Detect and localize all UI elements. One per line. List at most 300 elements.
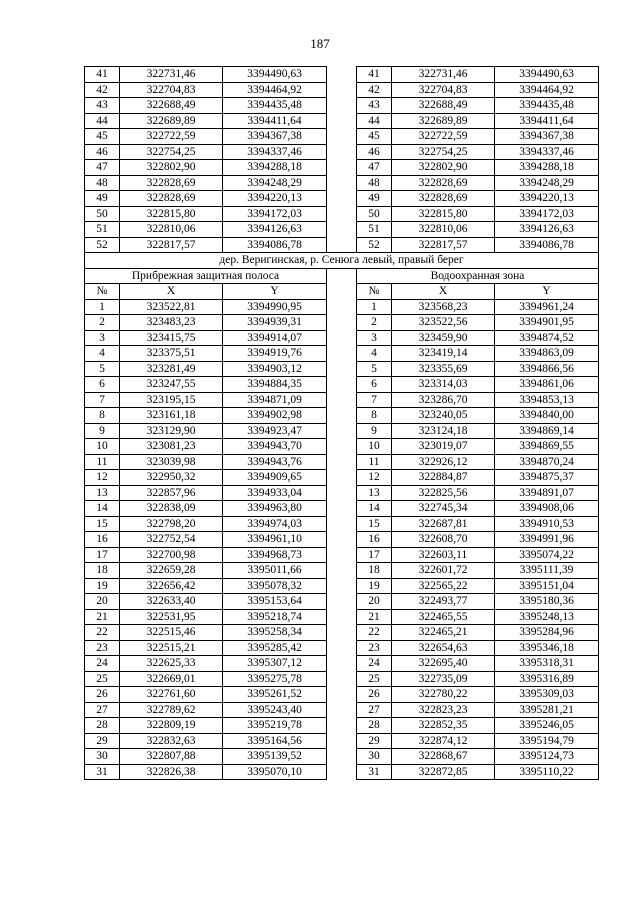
table-row — [85, 82, 599, 98]
cell-y-right: 3394464,92 — [495, 82, 599, 98]
cell-y-left: 3394968,73 — [223, 547, 327, 563]
cell-number-left: 12 — [85, 470, 120, 486]
table-row — [85, 454, 599, 470]
cell-x-left: 323247,55 — [120, 377, 223, 393]
cell-x-left: 322761,60 — [120, 687, 223, 703]
cell-y-right: 3395248,13 — [495, 609, 599, 625]
cell-y-right: 3394910,53 — [495, 516, 599, 532]
table-row — [85, 656, 599, 672]
column-gap — [327, 67, 357, 83]
cell-number-left: 29 — [85, 733, 120, 749]
cell-x-left: 322826,38 — [120, 764, 223, 780]
cell-number-left: 46 — [85, 144, 120, 160]
cell-number-right: 44 — [357, 113, 392, 129]
cell-y-right: 3395194,79 — [495, 733, 599, 749]
table-row — [85, 144, 599, 160]
column-gap — [327, 671, 357, 687]
table-row — [85, 191, 599, 207]
cell-number-left: 52 — [85, 237, 120, 253]
cell-x-right: 322780,22 — [392, 687, 495, 703]
column-gap — [327, 392, 357, 408]
cell-x-left: 322789,62 — [120, 702, 223, 718]
cell-y-left: 3395070,10 — [223, 764, 327, 780]
cell-y-left: 3395078,32 — [223, 578, 327, 594]
cell-number-right: 47 — [357, 160, 392, 176]
cell-x-left: 323129,90 — [120, 423, 223, 439]
column-gap — [327, 361, 357, 377]
cell-x-left: 323415,75 — [120, 330, 223, 346]
column-gap — [327, 640, 357, 656]
cell-number-right: 5 — [357, 361, 392, 377]
table-row — [85, 718, 599, 734]
cell-x-right: 322754,25 — [392, 144, 495, 160]
table-row — [85, 175, 599, 191]
cell-y-right: 3394908,06 — [495, 501, 599, 517]
table-row — [85, 578, 599, 594]
table-row — [85, 315, 599, 331]
cell-x-right: 322493,77 — [392, 594, 495, 610]
cell-number-left: 20 — [85, 594, 120, 610]
column-gap — [327, 687, 357, 703]
column-gap — [327, 625, 357, 641]
cell-x-left: 322656,42 — [120, 578, 223, 594]
cell-y-right: 3395180,36 — [495, 594, 599, 610]
cell-number-left: 19 — [85, 578, 120, 594]
cell-y-left: 3394974,03 — [223, 516, 327, 532]
cell-x-left: 322828,69 — [120, 175, 223, 191]
cell-y-left: 3394172,03 — [223, 206, 327, 222]
cell-x-right: 322802,90 — [392, 160, 495, 176]
cell-number-right: 15 — [357, 516, 392, 532]
cell-y-left: 3394943,76 — [223, 454, 327, 470]
column-gap — [327, 532, 357, 548]
cell-y-left: 3394288,18 — [223, 160, 327, 176]
table-row — [85, 594, 599, 610]
page-number: 187 — [310, 36, 330, 51]
cell-number-right: 48 — [357, 175, 392, 191]
cell-y-left: 3395153,64 — [223, 594, 327, 610]
cell-y-left: 3395139,52 — [223, 749, 327, 765]
cell-number-left: 3 — [85, 330, 120, 346]
top-rows — [85, 67, 599, 253]
cell-y-left: 3395219,78 — [223, 718, 327, 734]
column-gap — [327, 470, 357, 486]
cell-x-left: 322798,20 — [120, 516, 223, 532]
cell-y-left: 3394126,63 — [223, 222, 327, 238]
cell-number-right: 52 — [357, 237, 392, 253]
cell-x-left: 323161,18 — [120, 408, 223, 424]
cell-number-left: 10 — [85, 439, 120, 455]
table-row — [85, 532, 599, 548]
cell-number-right: 45 — [357, 129, 392, 145]
cell-number-right: 46 — [357, 144, 392, 160]
cell-x-right: 322601,72 — [392, 563, 495, 579]
header-y-left: Y — [223, 284, 327, 300]
cell-x-left: 322809,19 — [120, 718, 223, 734]
table-row — [85, 129, 599, 145]
table-row — [85, 299, 599, 315]
cell-x-right: 322465,55 — [392, 609, 495, 625]
cell-number-left: 21 — [85, 609, 120, 625]
column-gap — [327, 594, 357, 610]
cell-y-left: 3394248,29 — [223, 175, 327, 191]
cell-y-left: 3394490,63 — [223, 67, 327, 83]
cell-x-right: 323314,03 — [392, 377, 495, 393]
cell-number-right: 22 — [357, 625, 392, 641]
cell-number-left: 7 — [85, 392, 120, 408]
cell-x-right: 323522,56 — [392, 315, 495, 331]
column-gap — [327, 764, 357, 780]
cell-number-left: 6 — [85, 377, 120, 393]
cell-y-right: 3395281,21 — [495, 702, 599, 718]
cell-y-left: 3394903,12 — [223, 361, 327, 377]
cell-number-right: 19 — [357, 578, 392, 594]
cell-number-right: 6 — [357, 377, 392, 393]
column-gap — [327, 160, 357, 176]
cell-x-left: 322838,09 — [120, 501, 223, 517]
cell-y-right: 3395124,73 — [495, 749, 599, 765]
column-gap — [327, 237, 357, 253]
cell-x-right: 322565,22 — [392, 578, 495, 594]
header-y-right: Y — [495, 284, 599, 300]
cell-number-left: 30 — [85, 749, 120, 765]
cell-x-left: 322700,98 — [120, 547, 223, 563]
cell-number-right: 10 — [357, 439, 392, 455]
cell-number-right: 1 — [357, 299, 392, 315]
cell-x-left: 322633,40 — [120, 594, 223, 610]
cell-number-left: 9 — [85, 423, 120, 439]
cell-number-right: 9 — [357, 423, 392, 439]
cell-x-right: 322852,35 — [392, 718, 495, 734]
cell-number-left: 43 — [85, 98, 120, 114]
header-number-left: № — [85, 284, 120, 300]
column-gap — [327, 485, 357, 501]
cell-x-right: 323019,07 — [392, 439, 495, 455]
cell-x-right: 322926,12 — [392, 454, 495, 470]
cell-x-left: 322625,33 — [120, 656, 223, 672]
cell-number-right: 17 — [357, 547, 392, 563]
cell-y-left: 3394367,38 — [223, 129, 327, 145]
column-gap — [327, 377, 357, 393]
table-row — [85, 346, 599, 362]
table-row — [85, 749, 599, 765]
cell-number-left: 49 — [85, 191, 120, 207]
cell-x-left: 322731,46 — [120, 67, 223, 83]
table-row — [85, 671, 599, 687]
cell-number-left: 45 — [85, 129, 120, 145]
cell-y-right: 3394874,52 — [495, 330, 599, 346]
cell-number-right: 2 — [357, 315, 392, 331]
cell-y-right: 3395346,18 — [495, 640, 599, 656]
cell-y-left: 3394411,64 — [223, 113, 327, 129]
cell-x-left: 322688,49 — [120, 98, 223, 114]
cell-y-right: 3394961,24 — [495, 299, 599, 315]
cell-y-left: 3394961,10 — [223, 532, 327, 548]
cell-number-right: 3 — [357, 330, 392, 346]
table-row — [85, 361, 599, 377]
cell-y-left: 3394871,09 — [223, 392, 327, 408]
table-row — [85, 764, 599, 780]
cell-y-left: 3394943,70 — [223, 439, 327, 455]
cell-number-right: 7 — [357, 392, 392, 408]
cell-number-right: 16 — [357, 532, 392, 548]
cell-y-left: 3394435,48 — [223, 98, 327, 114]
cell-number-left: 24 — [85, 656, 120, 672]
cell-x-right: 322828,69 — [392, 175, 495, 191]
cell-y-right: 3394863,09 — [495, 346, 599, 362]
cell-number-right: 50 — [357, 206, 392, 222]
cell-number-right: 24 — [357, 656, 392, 672]
cell-y-left: 3394939,31 — [223, 315, 327, 331]
header-row — [85, 284, 599, 300]
bottom-rows — [85, 299, 599, 780]
cell-number-left: 18 — [85, 563, 120, 579]
column-gap — [327, 718, 357, 734]
cell-x-right: 322872,85 — [392, 764, 495, 780]
column-gap — [327, 501, 357, 517]
cell-y-left: 3395243,40 — [223, 702, 327, 718]
cell-x-right: 322745,34 — [392, 501, 495, 517]
table-row — [85, 160, 599, 176]
cell-y-left: 3394464,92 — [223, 82, 327, 98]
cell-number-left: 14 — [85, 501, 120, 517]
cell-number-right: 49 — [357, 191, 392, 207]
cell-x-right: 323124,18 — [392, 423, 495, 439]
table-row — [85, 547, 599, 563]
cell-number-left: 25 — [85, 671, 120, 687]
cell-number-left: 47 — [85, 160, 120, 176]
cell-x-right: 322810,06 — [392, 222, 495, 238]
column-gap — [327, 578, 357, 594]
cell-y-right: 3394866,56 — [495, 361, 599, 377]
column-gap — [327, 82, 357, 98]
cell-number-left: 11 — [85, 454, 120, 470]
cell-x-left: 322807,88 — [120, 749, 223, 765]
cell-x-right: 322608,70 — [392, 532, 495, 548]
cell-y-left: 3394337,46 — [223, 144, 327, 160]
cell-number-left: 15 — [85, 516, 120, 532]
column-gap — [327, 408, 357, 424]
cell-y-left: 3394914,07 — [223, 330, 327, 346]
cell-y-right: 3394367,38 — [495, 129, 599, 145]
cell-y-right: 3394840,00 — [495, 408, 599, 424]
cell-y-right: 3395318,31 — [495, 656, 599, 672]
column-gap — [327, 206, 357, 222]
cell-number-right: 31 — [357, 764, 392, 780]
water-zone-title: Водоохранная зона — [357, 268, 599, 284]
cell-y-right: 3395284,96 — [495, 625, 599, 641]
cell-number-right: 4 — [357, 346, 392, 362]
cell-number-right: 21 — [357, 609, 392, 625]
cell-y-right: 3394220,13 — [495, 191, 599, 207]
cell-x-right: 323419,14 — [392, 346, 495, 362]
cell-number-left: 8 — [85, 408, 120, 424]
cell-y-left: 3395218,74 — [223, 609, 327, 625]
cell-x-right: 322817,57 — [392, 237, 495, 253]
cell-y-left: 3395258,34 — [223, 625, 327, 641]
cell-y-right: 3394853,13 — [495, 392, 599, 408]
cell-y-left: 3395011,66 — [223, 563, 327, 579]
cell-x-left: 323039,98 — [120, 454, 223, 470]
header-number-right: № — [357, 284, 392, 300]
column-gap — [327, 547, 357, 563]
cell-y-right: 3394861,06 — [495, 377, 599, 393]
column-gap — [327, 284, 357, 300]
cell-y-right: 3394869,14 — [495, 423, 599, 439]
column-gap — [327, 733, 357, 749]
cell-number-left: 23 — [85, 640, 120, 656]
cell-x-right: 323240,05 — [392, 408, 495, 424]
cell-number-right: 28 — [357, 718, 392, 734]
cell-x-left: 322704,83 — [120, 82, 223, 98]
cell-x-right: 322731,46 — [392, 67, 495, 83]
cell-number-left: 2 — [85, 315, 120, 331]
cell-number-right: 27 — [357, 702, 392, 718]
cell-x-left: 322857,96 — [120, 485, 223, 501]
cell-number-right: 43 — [357, 98, 392, 114]
column-gap — [327, 191, 357, 207]
cell-number-right: 26 — [357, 687, 392, 703]
cell-x-right: 322823,23 — [392, 702, 495, 718]
coastal-strip-title: Прибрежная защитная полоса — [85, 268, 327, 284]
column-gap — [327, 144, 357, 160]
column-gap — [327, 222, 357, 238]
cell-number-left: 27 — [85, 702, 120, 718]
cell-y-left: 3394963,80 — [223, 501, 327, 517]
cell-x-right: 322654,63 — [392, 640, 495, 656]
cell-x-right: 322722,59 — [392, 129, 495, 145]
cell-x-left: 322515,21 — [120, 640, 223, 656]
table-row — [85, 222, 599, 238]
cell-x-left: 322815,80 — [120, 206, 223, 222]
cell-y-right: 3395074,22 — [495, 547, 599, 563]
cell-number-right: 12 — [357, 470, 392, 486]
cell-number-left: 4 — [85, 346, 120, 362]
table-row — [85, 501, 599, 517]
column-gap — [327, 609, 357, 625]
table-row — [85, 330, 599, 346]
cell-y-left: 3394909,65 — [223, 470, 327, 486]
cell-y-right: 3395309,03 — [495, 687, 599, 703]
cell-number-right: 51 — [357, 222, 392, 238]
cell-x-right: 322695,40 — [392, 656, 495, 672]
cell-number-right: 20 — [357, 594, 392, 610]
cell-y-left: 3394086,78 — [223, 237, 327, 253]
column-gap — [327, 516, 357, 532]
column-gap — [327, 315, 357, 331]
cell-y-left: 3394990,95 — [223, 299, 327, 315]
cell-x-right: 323568,23 — [392, 299, 495, 315]
cell-x-right: 322815,80 — [392, 206, 495, 222]
table-row — [85, 687, 599, 703]
table-row — [85, 408, 599, 424]
table-row — [85, 67, 599, 83]
cell-number-right: 8 — [357, 408, 392, 424]
cell-number-left: 17 — [85, 547, 120, 563]
cell-y-right: 3394891,07 — [495, 485, 599, 501]
cell-number-right: 18 — [357, 563, 392, 579]
cell-y-left: 3395275,78 — [223, 671, 327, 687]
table-row — [85, 470, 599, 486]
cell-y-right: 3395111,39 — [495, 563, 599, 579]
cell-x-left: 322689,89 — [120, 113, 223, 129]
column-gap — [327, 268, 357, 284]
column-gap — [327, 563, 357, 579]
column-gap — [327, 702, 357, 718]
cell-y-right: 3394901,95 — [495, 315, 599, 331]
cell-y-left: 3395164,56 — [223, 733, 327, 749]
column-gap — [327, 330, 357, 346]
table-row — [85, 392, 599, 408]
cell-y-right: 3394337,46 — [495, 144, 599, 160]
cell-number-right: 23 — [357, 640, 392, 656]
table-row — [85, 206, 599, 222]
cell-number-right: 14 — [357, 501, 392, 517]
cell-y-left: 3395285,42 — [223, 640, 327, 656]
cell-number-right: 29 — [357, 733, 392, 749]
cell-number-left: 1 — [85, 299, 120, 315]
cell-x-right: 323355,69 — [392, 361, 495, 377]
cell-number-left: 42 — [85, 82, 120, 98]
cell-x-right: 322465,21 — [392, 625, 495, 641]
cell-x-right: 322704,83 — [392, 82, 495, 98]
cell-x-left: 323081,23 — [120, 439, 223, 455]
cell-x-right: 323286,70 — [392, 392, 495, 408]
section-header — [85, 253, 599, 300]
cell-y-left: 3394933,04 — [223, 485, 327, 501]
cell-y-right: 3394435,48 — [495, 98, 599, 114]
cell-x-left: 322752,54 — [120, 532, 223, 548]
cell-y-left: 3394919,76 — [223, 346, 327, 362]
cell-number-right: 30 — [357, 749, 392, 765]
table-row — [85, 423, 599, 439]
cell-number-left: 13 — [85, 485, 120, 501]
cell-x-left: 322515,46 — [120, 625, 223, 641]
cell-number-right: 11 — [357, 454, 392, 470]
cell-y-right: 3394870,24 — [495, 454, 599, 470]
column-gap — [327, 113, 357, 129]
cell-y-right: 3395151,04 — [495, 578, 599, 594]
cell-x-left: 322659,28 — [120, 563, 223, 579]
cell-number-left: 50 — [85, 206, 120, 222]
table-row — [85, 640, 599, 656]
header-x-left: X — [120, 284, 223, 300]
table-row — [85, 625, 599, 641]
cell-x-right: 322735,09 — [392, 671, 495, 687]
table-row — [85, 237, 599, 253]
cell-y-right: 3394411,64 — [495, 113, 599, 129]
cell-y-right: 3394991,96 — [495, 532, 599, 548]
cell-y-right: 3395316,89 — [495, 671, 599, 687]
cell-x-right: 322828,69 — [392, 191, 495, 207]
cell-y-right: 3394248,29 — [495, 175, 599, 191]
cell-x-left: 322832,63 — [120, 733, 223, 749]
column-gap — [327, 346, 357, 362]
column-gap — [327, 454, 357, 470]
cell-x-left: 322754,25 — [120, 144, 223, 160]
cell-y-left: 3395261,52 — [223, 687, 327, 703]
column-gap — [327, 98, 357, 114]
cell-number-left: 22 — [85, 625, 120, 641]
cell-x-left: 323483,23 — [120, 315, 223, 331]
cell-x-left: 322722,59 — [120, 129, 223, 145]
cell-y-right: 3394172,03 — [495, 206, 599, 222]
cell-y-left: 3394923,47 — [223, 423, 327, 439]
cell-x-right: 322687,81 — [392, 516, 495, 532]
cell-x-left: 323195,15 — [120, 392, 223, 408]
column-gap — [327, 656, 357, 672]
table-row — [85, 439, 599, 455]
